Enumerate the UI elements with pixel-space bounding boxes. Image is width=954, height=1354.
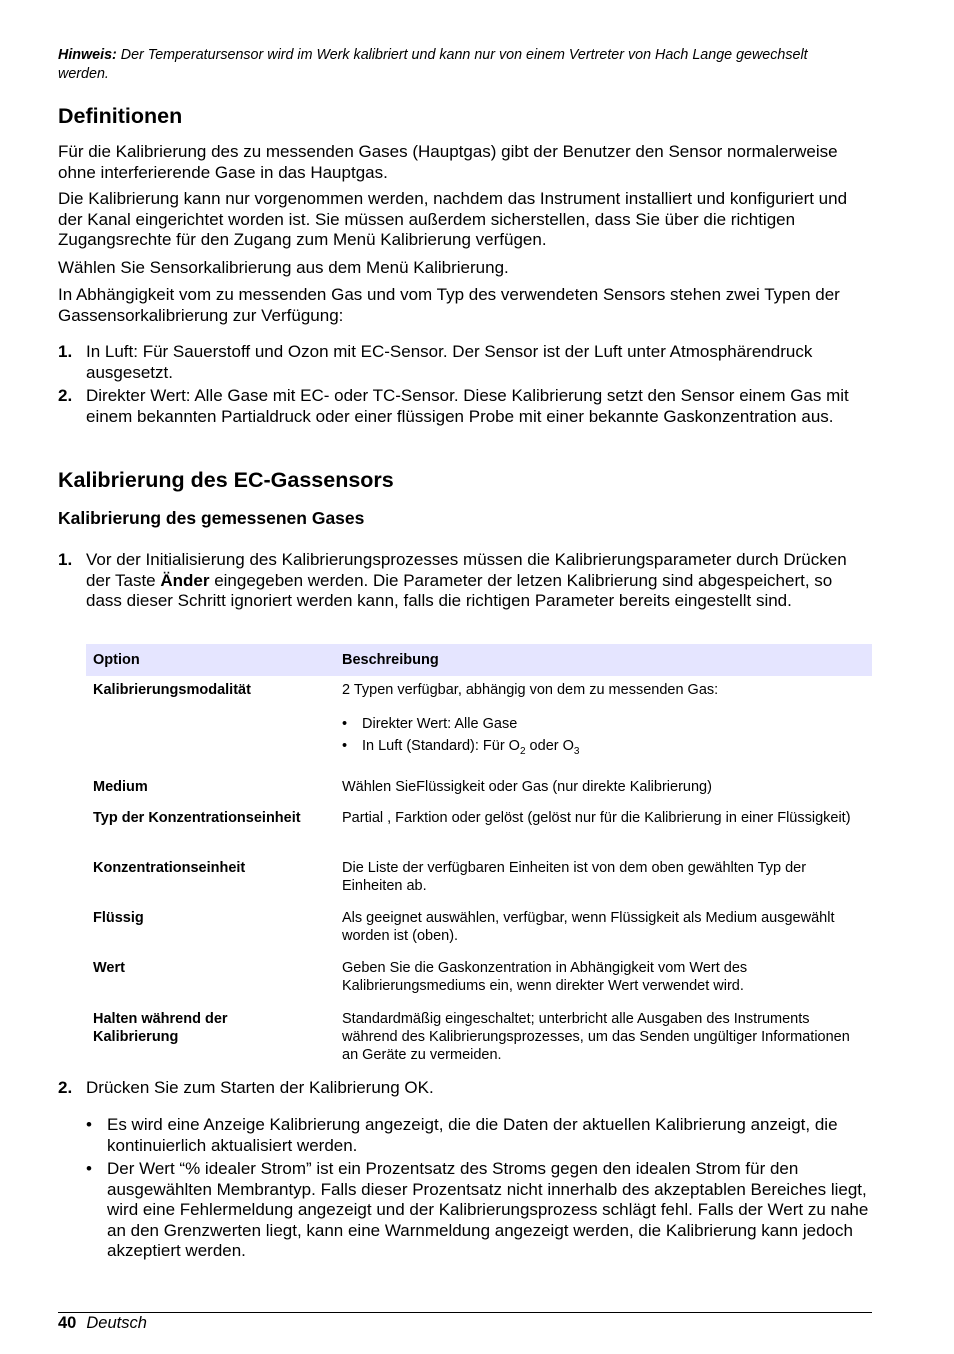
step-number: 2. [58,386,73,405]
page-number: 40 [58,1314,77,1332]
column-header-beschreibung: Beschreibung [342,652,439,668]
bullet-icon: • [342,716,348,732]
step-text: In Luft: Für Sauerstoff und Ozon mit EC-Sensor. Der Sensor ist der Luft unter Atmosphärendruck ausgesetzt. [86,342,813,382]
step-number: 1. [58,342,73,361]
note-text: Der Temperatursensor wird im Werk kalibriert und kann nur von einem Vertreter von Hach Lange gewechselt werden. [58,47,808,82]
table-cell-option: Halten während der Kalibrierung [93,1011,228,1045]
footer-divider [58,1312,872,1313]
heading-definitionen: Definitionen [58,104,183,128]
sub-bullet: Direkter Wert: Alle Gase [362,716,518,732]
table-header [86,644,872,676]
table-cell-option: Medium [93,779,148,795]
paragraph: In Abhängigkeit vom zu messenden Gas und vom Typ des verwendeten Sensors stehen zwei Typen der Gassensorkalibrierung zur Verfügung: [58,285,840,325]
bullet-text: Es wird eine Anzeige Kalibrierung angezeigt, die die Daten der aktuellen Kalibrierung anzeigt, die kontinuierlich aktualisiert werden. [107,1115,838,1155]
bullet-text: Der Wert “% idealer Strom” ist ein Prozentsatz des Stroms gegen den idealen Strom für den ausgewählten Membrantyp. Falls dieser Prozentsatz nicht innerhalb des akzeptablen Bereiches liegt, wird eine Fehlermeldung angezeigt und der Kalibrierungsprozess schlägt fehl. Falls der Wert zu nahe an den Grenzwerten liegt, kann eine Warnmeldung angezeigt werden, die Kalibrierung kann jedoch akzeptiert werden. [107,1159,869,1260]
step-number: 2. [58,1078,73,1097]
table-cell-option: Flüssig [93,910,144,926]
table-cell-option: Typ der Konzentrationseinheit [93,810,301,826]
table-cell-desc: Geben Sie die Gaskonzentration in Abhängigkeit vom Wert des Kalibrierungsmediums ein, wenn direkter Wert verwendet wird. [342,960,748,994]
column-header-option: Option [93,652,140,668]
table-cell-option: Kalibrierungsmodalität [93,682,251,698]
table-cell-option: Konzentrationseinheit [93,860,246,876]
bullet-icon: • [86,1159,92,1178]
bullet-icon: • [342,738,348,754]
table-cell-desc: 2 Typen verfügbar, abhängig von dem zu messenden Gas: [342,682,719,698]
table-cell-desc: Die Liste der verfügbaren Einheiten ist von dem oben gewählten Typ der Einheiten ab. [342,860,807,894]
table-cell-option: Wert [93,960,125,976]
table-cell-desc: Als geeignet auswählen, verfügbar, wenn Flüssigkeit als Medium ausgewählt worden ist (oben). [342,910,835,944]
paragraph: Die Kalibrierung kann nur vorgenommen werden, nachdem das Instrument installiert und konfiguriert und der Kanal eingerichtet worden ist. Sie müssen außerdem sicherstellen, dass Sie über die richtigen Zugangsrechte für den Zugang zum Menü Kalibrierung verfügen. [58,189,848,249]
sub-bullet: In Luft (Standard): Für $O_2$ oder $O_3$ [362,738,580,757]
table-cell-desc: Partial , Farktion oder gelöst (gelöst nur für die Kalibrierung in einer Flüssigkeit) [342,810,851,826]
subheading-gemessenes-gas: Kalibrierung des gemessenen Gases [58,508,365,528]
step-text: Vor der Initialisierung des Kalibrierungsprozesses müssen die Kalibrierungsparameter durch Drücken der Taste Änder eingegeben werden. Die Parameter der letzen Kalibrierung sind abgespeichert, so dass dieser Schritt ignoriert werden kann, falls die richtigen Parameter bereits eingestellt sind. [86,550,847,610]
note-label: Hinweis: [58,47,117,63]
bullet-icon: • [86,1115,92,1134]
paragraph: Wählen Sie Sensorkalibrierung aus dem Menü Kalibrierung. [58,258,509,277]
footer [58,1313,147,1333]
footer-language: Deutsch [86,1314,147,1332]
table-cell-desc: Standardmäßig eingeschaltet; unterbricht alle Ausgaben des Instruments während des Kalibrierungsprozesses, um das Senden ungültiger Informationen an Geräte zu vermeiden. [342,1011,850,1063]
heading-ec-gassensor: Kalibrierung des EC-Gassensors [58,468,394,492]
step-text: Direkter Wert: Alle Gase mit EC- oder TC-Sensor. Diese Kalibrierung setzt den Sensor einem Gas mit einem bekannten Partialdruck oder einer flüssigen Probe mit einer bekannte Gaskonzentration aus. [86,386,849,426]
key-name: Änder [160,570,210,590]
note [58,46,858,84]
table-cell-desc: Wählen SieFlüssigkeit oder Gas (nur direkte Kalibrierung) [342,779,712,795]
paragraph: Für die Kalibrierung des zu messenden Gases (Hauptgas) gibt der Benutzer den Sensor normalerweise ohne interferierende Gase in das Hauptgas. [58,142,838,182]
step-number: 1. [58,550,73,569]
step-text: Drücken Sie zum Starten der Kalibrierung OK. [86,1078,434,1097]
